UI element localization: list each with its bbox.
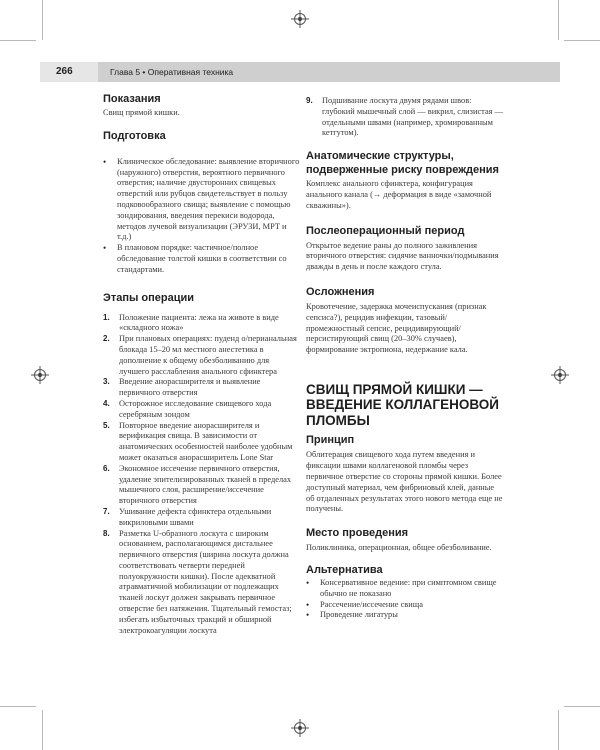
list-item (103, 334, 301, 377)
principle-text: Облитерация свищевого хода путем введения и фиксации швами коллагеновой пломбы через первичное отверстие со стороны прямой кишки. Более доступный материал, чем фибриновый клей, данные об отдаленных результатах этого нового метода еще не получены. (306, 450, 503, 514)
location-text: Поликлиника, операционная, общее обезболивание. (306, 543, 492, 553)
list-text: Экономное иссечение первичного отверстия, удаление эпителизированных тканей в пределах мышечного слоя, расширение/иссечение вторичного отверстия (119, 463, 292, 506)
list-item (103, 399, 301, 421)
list-item (103, 529, 301, 637)
list-number: 2. (103, 334, 110, 344)
crop-mark (564, 706, 600, 707)
crop-mark (564, 40, 600, 41)
section-title-preparation: Подготовка (103, 129, 166, 142)
list-text: Подшивание лоскута двумя рядами швов: глубокий мышечный слой — викрил, слизистая — отдельными швами (например, хромированным кетгутом). (322, 96, 503, 138)
anatomy-text: Комплекс анального сфинктера, конфигурация анального канала (→ деформация в виде «замочной скважины»). (306, 179, 492, 210)
list-number: 3. (103, 377, 110, 387)
indications-text: Свищ прямой кишки. (103, 108, 180, 117)
list-item: • В плановом порядке: частичное/полное обследование толстой кишки в соответствии со стандартами. (103, 243, 301, 275)
section-title-stages: Этапы операции (103, 291, 195, 304)
right-column (306, 92, 504, 621)
stages-list (103, 313, 301, 637)
list-number: 8. (103, 528, 110, 538)
section-title-complications: Осложнения (306, 285, 375, 298)
list-text: При плановых операциях: пуденд o/перианальная блокада 15–20 мл местного анестетика в дополнение к общему обезболиванию для лучшего расслабления анального сфинктера (119, 334, 297, 376)
list-item (103, 464, 301, 507)
alternative-list (306, 578, 504, 621)
list-item: • Рассечение/иссечение свища (306, 600, 504, 611)
main-section-title: СВИЩ ПРЯМОЙ КИШКИ — ВВЕДЕНИЕ КОЛЛАГЕНОВОЙ ПЛОМБЫ (306, 381, 499, 428)
list-item: • Клиническое обследование: выявление вторичного (наружного) отверстия, вероятного первичного отверстия; наличие двусторонних свищевых отверстий или рубцов свидетельствует в пользу подковообразного свища; выявление с помощью зондирования, введения перекиси водорода, методов лучевой визуализации (ЭРУЗИ, МРТ и т.д.) (103, 157, 301, 243)
crop-mark (0, 40, 36, 41)
stages-list-continued (306, 96, 504, 139)
list-text: Повторное введение анорасширителя и верификация свища. В зависимости от анатомических особенностей наиболее удобным может оказаться анорасширитель Lone Star (119, 420, 293, 462)
registration-mark-icon (554, 369, 566, 381)
list-item: • Консервативное ведение: при симптомном свище обычно не показано (306, 578, 504, 600)
crop-mark (558, 0, 559, 40)
crop-mark (0, 706, 36, 707)
page-number-box (40, 62, 98, 82)
list-number: 4. (103, 398, 110, 408)
list-item (103, 313, 301, 335)
list-number: 6. (103, 463, 110, 473)
crop-mark (42, 0, 43, 40)
list-number: 7. (103, 506, 110, 516)
registration-mark-icon (34, 369, 46, 381)
section-title-postop: Послеоперационный период (306, 224, 465, 237)
list-item (103, 421, 301, 464)
left-column (103, 92, 301, 636)
section-title-indications: Показания (103, 93, 161, 105)
chapter-title: Глава 5 • Оперативная техника (110, 67, 234, 77)
registration-mark-icon (294, 13, 306, 25)
section-title-location: Место проведения (306, 527, 409, 540)
section-title-alternative: Альтернатива (306, 564, 383, 577)
running-header (40, 62, 560, 82)
crop-mark (558, 710, 559, 750)
list-text: Осторожное исследование свищевого хода серебряным зондом (119, 398, 272, 419)
list-text: Положение пациента: лежа на животе в виде «складного ножа» (119, 312, 279, 333)
section-title-principle: Принцип (306, 434, 355, 447)
list-number: 9. (306, 96, 313, 105)
registration-mark-icon (294, 722, 306, 734)
list-item (103, 507, 301, 529)
list-text: Введение анорасширителя и выявление первичного отверстия (119, 377, 261, 398)
page-number: 266 (56, 66, 73, 77)
list-number: 1. (103, 312, 110, 322)
list-number: 5. (103, 420, 110, 430)
list-item (306, 96, 504, 139)
list-item (103, 377, 301, 399)
preparation-list (103, 157, 301, 276)
list-text: Ушивание дефекта сфинктера отдельными викриловыми швами (119, 506, 272, 527)
postop-text: Открытое ведение раны до полного заживления вторичного отверстия: сидячие ванночки/подмывания дважды в день и после каждого стула. (306, 240, 499, 272)
section-title-anatomy: Анатомические структуры, подверженные риску повреждения (306, 150, 499, 177)
list-item: • Проведение лигатуры (306, 610, 504, 621)
crop-mark (42, 710, 43, 750)
complications-text: Кровотечение, задержка мочеиспускания (признак сепсиса?), рецидив инфекции, тазовый/промежностный сепсис, рецидивирующий/персистирующий свищ (20–30% случаев), формирование эктропиона, недержание кала. (306, 301, 487, 355)
list-text: Разметка U-образного лоскута с широким основанием, располагающимся дистальнее первичного отверстия (ширина лоскута должна соответствовать четверти передней полуокружности кишки). После адекватной атравматичной мобилизации от подлежащих тканей лоскут должен закрывать первичное отверстие без натяжения. Тщательный гемостаз; избегать избыточных тракций и обширной электрокоагуляции лоскута (119, 528, 292, 635)
